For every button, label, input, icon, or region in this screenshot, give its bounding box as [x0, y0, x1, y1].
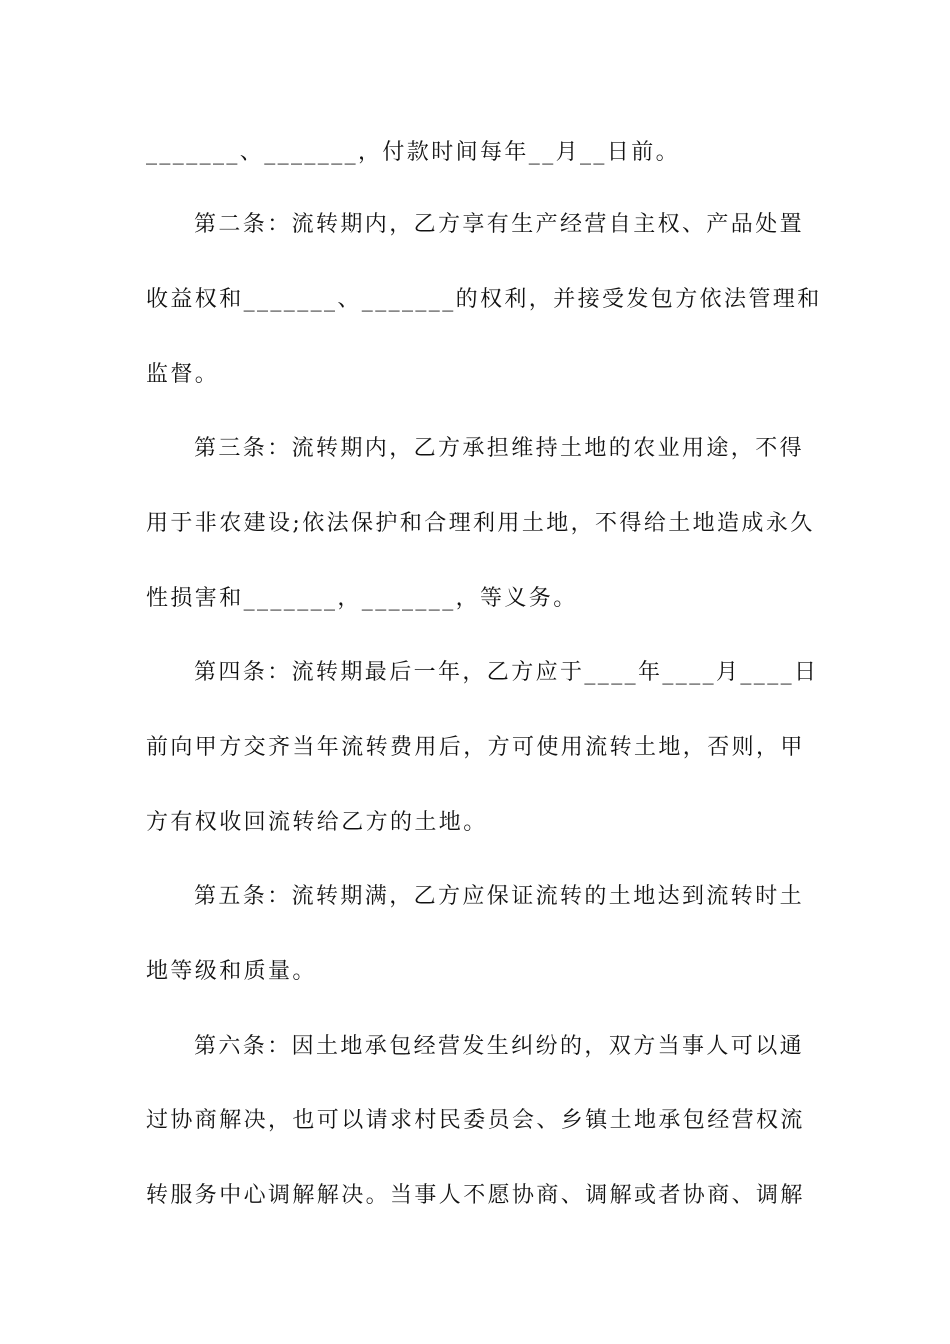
clause-3-line-1: 第三条：流转期内，乙方承担维持土地的农业用途，不得: [194, 436, 805, 461]
clause-2-line-1: 第二条：流转期内，乙方享有生产经营自主权、产品处置: [194, 212, 805, 237]
clause-4-line-3: 方有权收回流转给乙方的土地。: [146, 810, 488, 835]
clause-3-line-2: 用于非农建设;依法保护和合理利用土地，不得给土地造成永久: [146, 511, 815, 536]
clause-5-line-1: 第五条：流转期满，乙方应保证流转的土地达到流转时土: [194, 884, 805, 909]
clause-6-line-1: 第六条：因土地承包经营发生纠纷的，双方当事人可以通: [194, 1034, 805, 1059]
clause-3-line-3: 性损害和_______，_______，等义务。: [146, 586, 578, 611]
clause-4-line-2: 前向甲方交齐当年流转费用后，方可使用流转土地，否则，甲: [146, 735, 805, 760]
clause-4-line-1: 第四条：流转期最后一年，乙方应于____年____月____日: [194, 660, 819, 685]
clause-2-line-3: 监督。: [146, 362, 220, 387]
clause-5-line-2: 地等级和质量。: [146, 959, 317, 984]
clause-6-line-2: 过协商解决，也可以请求村民委员会、乡镇土地承包经营权流: [146, 1108, 805, 1133]
text-line-1: _______、_______，付款时间每年__月__日前。: [146, 140, 681, 165]
clause-2-line-2: 收益权和_______、_______的权利，并接受发包方依法管理和: [146, 287, 822, 312]
clause-6-line-3: 转服务中心调解解决。当事人不愿协商、调解或者协商、调解: [146, 1183, 805, 1208]
